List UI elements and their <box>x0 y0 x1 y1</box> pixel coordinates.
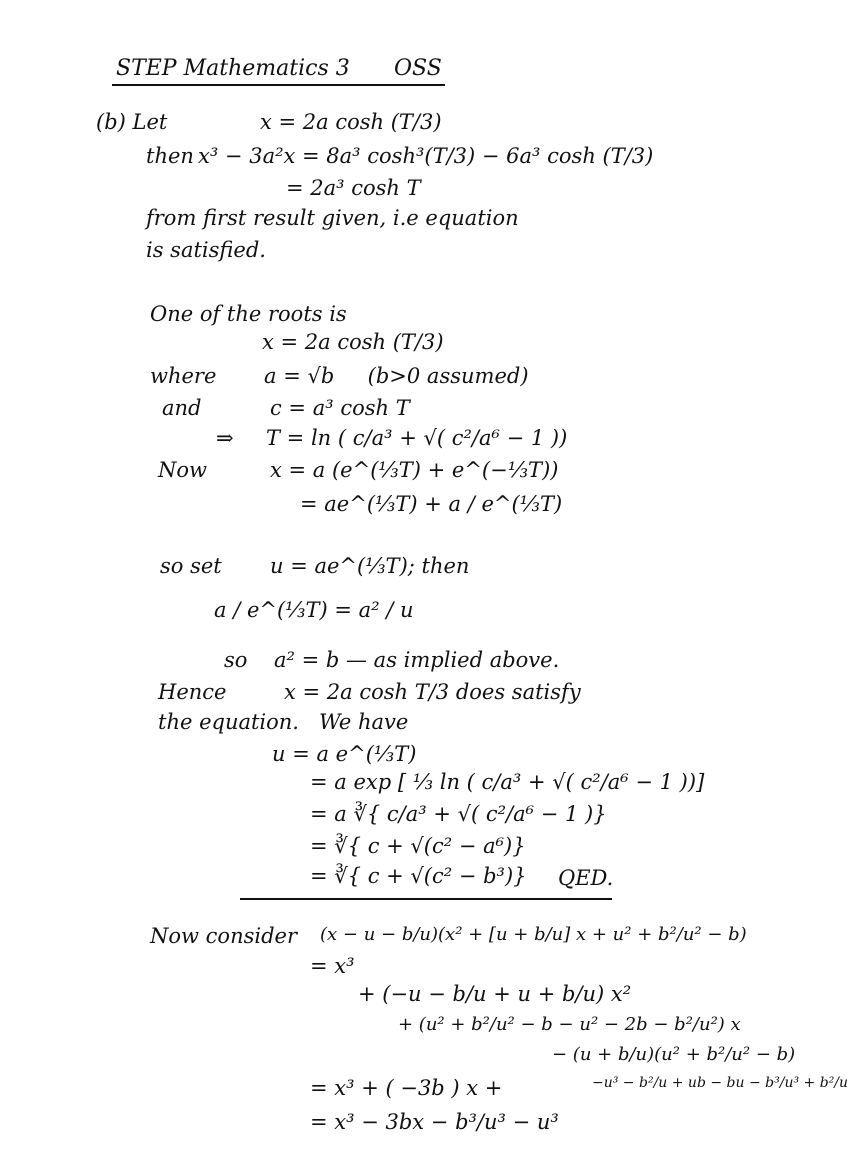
consider-line-3: + (−u − b/u + u + b/u) x² <box>358 982 632 1006</box>
part-b-line-4: from first result given, i.e equation <box>146 206 519 230</box>
consider-label: Now consider <box>150 924 297 948</box>
part-b-line-3: = 2a³ cosh T <box>286 176 421 200</box>
subst-u-line-2: = a exp [ ⅓ ln ( c/a³ + √( c²/a⁶ − 1 ))] <box>310 770 705 794</box>
part-b-line-5: is satisfied. <box>146 238 266 262</box>
part-b-line-2: x³ − 3a²x = 8a³ cosh³(T/3) − 6a³ cosh (T/3) <box>198 144 654 168</box>
consider-line-5: − (u + b/u)(u² + b²/u² − b) <box>552 1044 796 1065</box>
consider-line-4: + (u² + b²/u² − b − u² − 2b − b²/u²) x <box>398 1014 741 1035</box>
subst-u-line-1: u = a e^(⅓T) <box>272 742 417 766</box>
qed-mark: QED. <box>558 866 614 890</box>
section-divider <box>240 898 612 900</box>
subst-u-line-5: = ∛{ c + √(c² − b³)} <box>310 864 527 888</box>
part-b-then-label: then <box>146 144 194 168</box>
part-b-label: (b) Let <box>96 110 168 134</box>
roots-and-label: and <box>162 396 202 420</box>
header-code: OSS <box>394 56 442 81</box>
subst-line-1: u = ae^(⅓T); then <box>270 554 470 578</box>
roots-implies: ⇒ <box>216 426 234 450</box>
roots-line-3: c = a³ cosh T <box>270 396 410 420</box>
consider-line-7: = x³ − 3bx − b³/u³ − u³ <box>310 1110 559 1134</box>
roots-line-5: x = a (e^(⅓T) + e^(−⅓T)) <box>270 458 559 482</box>
consider-line-6-right: −u³ − b²/u + ub − bu − b³/u³ + b²/u <box>592 1075 849 1091</box>
subst-line-5: the equation. We have <box>158 710 409 734</box>
roots-line-1: x = 2a cosh (T/3) <box>262 330 444 354</box>
subst-line-4: x = 2a cosh T/3 does satisfy <box>284 680 581 704</box>
roots-now-label: Now <box>158 458 207 482</box>
subst-u-line-3: = a ∛{ c/a³ + √( c²/a⁶ − 1 )} <box>310 802 607 826</box>
consider-line-2: = x³ <box>310 954 355 978</box>
roots-line-6: = ae^(⅓T) + a / e^(⅓T) <box>300 492 563 516</box>
subst-hence-label: Hence <box>158 680 227 704</box>
consider-line-6: = x³ + ( −3b ) x + <box>310 1076 503 1100</box>
roots-where-label: where <box>150 364 217 388</box>
header-title: STEP Mathematics 3 <box>116 56 350 81</box>
subst-line-3: a² = b — as implied above. <box>274 648 560 672</box>
part-b-line-1: x = 2a cosh (T/3) <box>260 110 442 134</box>
subst-set-label: so set <box>160 554 222 578</box>
subst-u-line-4: = ∛{ c + √(c² − a⁶)} <box>310 834 526 858</box>
subst-so-label: so <box>224 648 248 672</box>
roots-intro: One of the roots is <box>150 302 347 326</box>
roots-line-4: T = ln ( c/a³ + √( c²/a⁶ − 1 )) <box>266 426 568 450</box>
header-underline <box>112 84 445 86</box>
roots-line-2: a = √b (b>0 assumed) <box>264 364 529 388</box>
subst-line-2: a / e^(⅓T) = a² / u <box>214 598 414 622</box>
consider-line-1: (x − u − b/u)(x² + [u + b/u] x + u² + b²/u² − b) <box>320 924 747 945</box>
